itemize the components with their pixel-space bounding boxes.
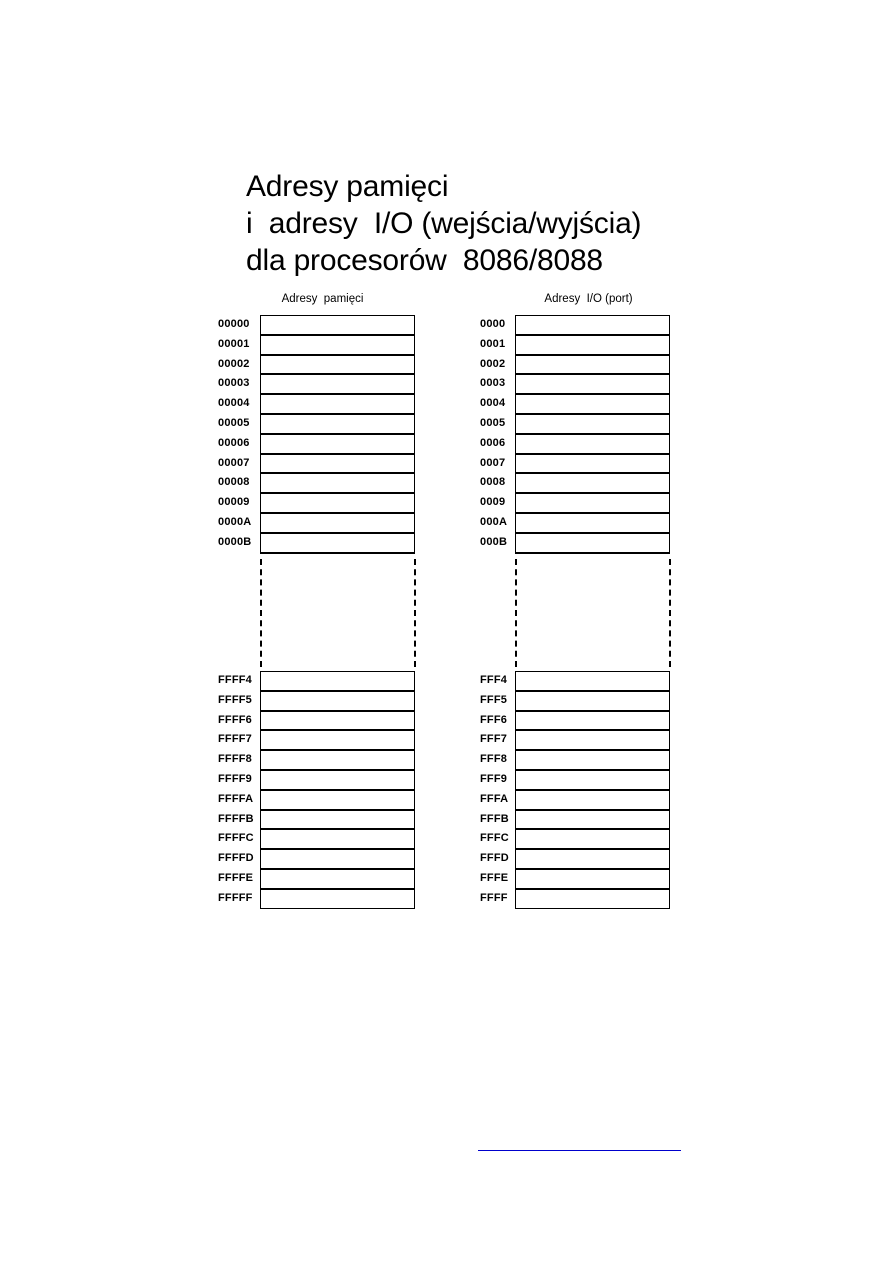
io-cell bbox=[515, 414, 670, 434]
io-cell bbox=[515, 869, 670, 889]
memory-cell bbox=[260, 533, 415, 553]
memory-continuation-edge bbox=[260, 553, 415, 554]
io-address-label: 0005 bbox=[480, 417, 506, 429]
title-line-1: Adresy pamięci bbox=[246, 170, 449, 203]
memory-address-label: 00009 bbox=[218, 496, 250, 509]
io-cell bbox=[515, 513, 670, 533]
io-address-label: FFFD bbox=[480, 852, 509, 865]
memory-cell bbox=[260, 849, 415, 869]
memory-address-label: 00000 bbox=[218, 318, 250, 330]
memory-cell bbox=[260, 493, 415, 513]
memory-address-label: 00005 bbox=[218, 417, 250, 429]
memory-address-label: 00003 bbox=[218, 377, 250, 390]
memory-cell bbox=[260, 750, 415, 770]
io-cell bbox=[515, 533, 670, 553]
link-underline bbox=[478, 1150, 681, 1151]
io-address-label: FFFF bbox=[480, 891, 508, 904]
memory-cell bbox=[260, 730, 415, 750]
io-gap-left-line bbox=[515, 559, 517, 667]
memory-address-label: FFFF8 bbox=[218, 753, 252, 766]
memory-cell bbox=[260, 671, 415, 691]
io-cell bbox=[515, 691, 670, 711]
memory-address-label: FFFFB bbox=[218, 812, 254, 825]
memory-cell bbox=[260, 414, 415, 434]
memory-column-header: Adresy pamięci bbox=[281, 293, 364, 305]
io-cell bbox=[515, 770, 670, 790]
io-cell bbox=[515, 454, 670, 474]
memory-gap-right-line bbox=[414, 559, 416, 667]
memory-cell bbox=[260, 869, 415, 889]
title-line-2: i adresy I/O (wejścia/wyjścia) bbox=[246, 207, 642, 240]
memory-cell bbox=[260, 889, 415, 909]
memory-address-label: 00006 bbox=[218, 436, 250, 449]
io-address-label: FFFB bbox=[480, 812, 509, 825]
io-address-label: 0009 bbox=[480, 496, 506, 509]
io-cell bbox=[515, 335, 670, 355]
io-address-label: 0003 bbox=[480, 377, 506, 390]
memory-address-label: 00008 bbox=[218, 476, 250, 489]
memory-cell bbox=[260, 355, 415, 375]
io-cell bbox=[515, 829, 670, 849]
io-address-label: 0006 bbox=[480, 436, 506, 449]
io-address-label: FFF6 bbox=[480, 713, 508, 726]
io-address-label: FFF5 bbox=[480, 693, 508, 706]
io-address-label: 0008 bbox=[480, 476, 506, 489]
memory-address-label: FFFFD bbox=[218, 852, 254, 865]
memory-address-label: FFFF9 bbox=[218, 773, 252, 785]
memory-address-label: FFFFC bbox=[218, 832, 254, 845]
io-address-label: FFFC bbox=[480, 832, 509, 845]
memory-address-label: 00002 bbox=[218, 357, 250, 370]
io-continuation-edge bbox=[515, 553, 670, 554]
io-address-label: 0002 bbox=[480, 357, 506, 370]
memory-cell bbox=[260, 513, 415, 533]
memory-address-label: FFFFA bbox=[218, 792, 254, 805]
io-address-label: FFFE bbox=[480, 872, 509, 884]
memory-cell bbox=[260, 473, 415, 493]
memory-address-label: FFFF5 bbox=[218, 693, 252, 706]
io-cell bbox=[515, 374, 670, 394]
memory-address-label: 00004 bbox=[218, 397, 250, 410]
memory-cell bbox=[260, 829, 415, 849]
memory-cell bbox=[260, 810, 415, 830]
diagram-title bbox=[246, 168, 641, 279]
io-cell bbox=[515, 810, 670, 830]
memory-cell bbox=[260, 691, 415, 711]
io-address-label: 000A bbox=[480, 516, 508, 528]
io-cell bbox=[515, 493, 670, 513]
io-cell bbox=[515, 394, 670, 414]
io-address-label: FFF8 bbox=[480, 753, 508, 766]
io-cell bbox=[515, 790, 670, 810]
memory-cell bbox=[260, 335, 415, 355]
io-address-label: 0000 bbox=[480, 318, 506, 330]
io-cell bbox=[515, 750, 670, 770]
io-gap-right-line bbox=[669, 559, 671, 667]
memory-address-label: 0000A bbox=[218, 516, 252, 528]
memory-address-label: 00007 bbox=[218, 456, 250, 469]
io-cell bbox=[515, 849, 670, 869]
io-address-label: 000B bbox=[480, 535, 508, 548]
io-cell bbox=[515, 730, 670, 750]
io-address-label: 0004 bbox=[480, 397, 506, 410]
io-column-header: Adresy I/O (port) bbox=[544, 293, 633, 305]
memory-cell bbox=[260, 374, 415, 394]
io-address-label: FFF9 bbox=[480, 773, 508, 785]
io-cell bbox=[515, 711, 670, 731]
io-cell bbox=[515, 355, 670, 375]
io-cell bbox=[515, 315, 670, 335]
io-cell bbox=[515, 434, 670, 454]
io-address-label: 0007 bbox=[480, 456, 506, 469]
io-cell bbox=[515, 889, 670, 909]
title-line-3: dla procesorów 8086/8088 bbox=[246, 244, 603, 277]
memory-cell bbox=[260, 770, 415, 790]
memory-cell bbox=[260, 434, 415, 454]
io-cell bbox=[515, 473, 670, 493]
memory-address-label: 0000B bbox=[218, 535, 252, 548]
memory-cell bbox=[260, 711, 415, 731]
io-cell bbox=[515, 671, 670, 691]
memory-gap-left-line bbox=[260, 559, 262, 667]
memory-address-label: FFFFF bbox=[218, 891, 253, 904]
memory-address-label: FFFF6 bbox=[218, 713, 252, 726]
io-address-label: FFFA bbox=[480, 792, 509, 805]
memory-address-label: FFFFE bbox=[218, 872, 254, 884]
memory-address-label: FFFF4 bbox=[218, 674, 252, 686]
memory-cell bbox=[260, 454, 415, 474]
io-address-label: 0001 bbox=[480, 337, 506, 350]
memory-cell bbox=[260, 315, 415, 335]
memory-address-label: FFFF7 bbox=[218, 733, 252, 746]
memory-address-label: 00001 bbox=[218, 337, 250, 350]
io-address-label: FFF7 bbox=[480, 733, 508, 746]
memory-cell bbox=[260, 790, 415, 810]
io-address-label: FFF4 bbox=[480, 674, 508, 686]
memory-cell bbox=[260, 394, 415, 414]
